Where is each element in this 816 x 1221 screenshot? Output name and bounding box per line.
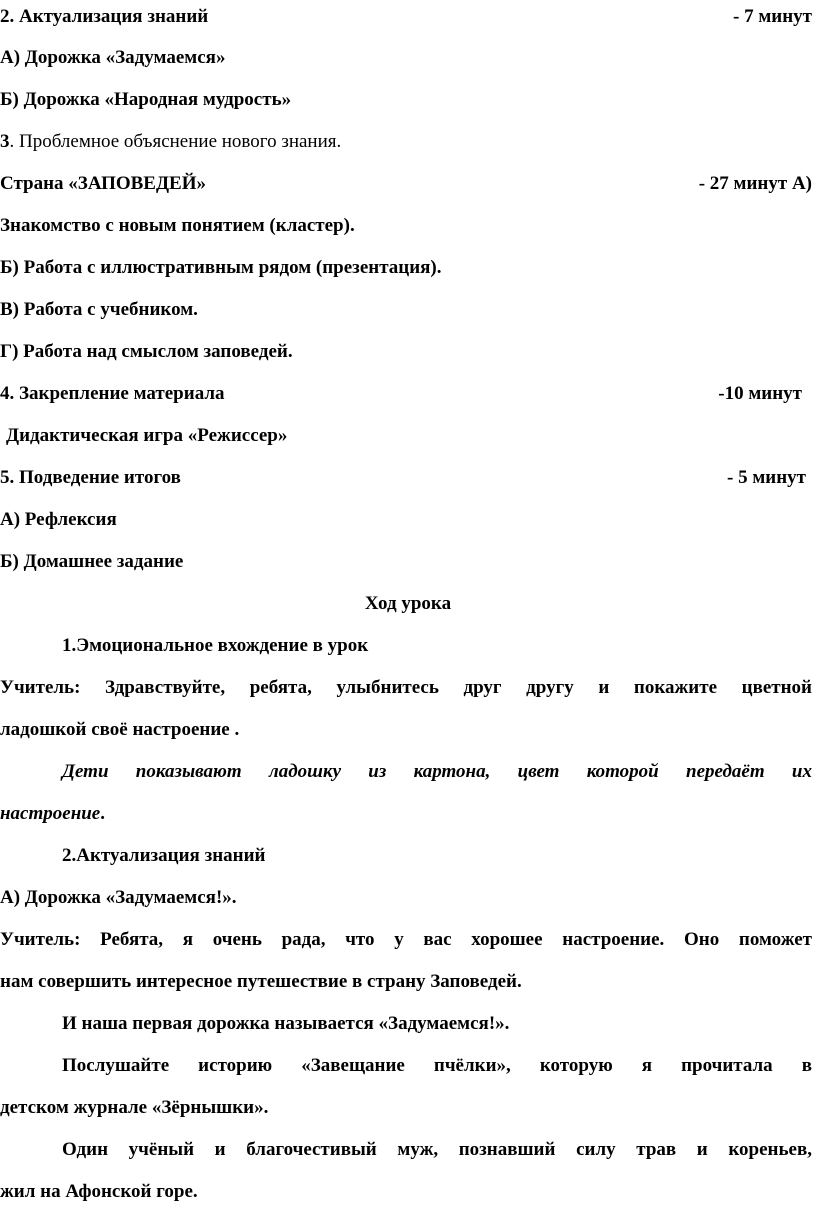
teacher2-label: Учитель: — [0, 929, 81, 950]
stage-1-heading: 1.Эмоциональное вхождение в урок — [62, 635, 369, 656]
lesson-title: Ход урока — [364, 593, 452, 614]
plan-item-2b: Б) Дорожка «Народная мудрость» — [0, 89, 292, 110]
story-line-2: жил на Афонской горе. — [0, 1181, 198, 1202]
plan-item-2a: А) Дорожка «Задумаемся» — [0, 47, 226, 68]
teacher2-line-2: нам совершить интересное путешествие в страну Заповедей. — [0, 971, 522, 992]
track-a-heading: А) Дорожка «Задумаемся!». — [0, 887, 237, 908]
plan-item-4-time: -10 минут — [718, 383, 802, 404]
plan-item-a: Знакомство с новым понятием (кластер). — [0, 215, 355, 236]
plan-item-b: Б) Работа с иллюстративным рядом (презентация). — [0, 257, 442, 278]
plan-country-time: - 27 минут А) — [698, 173, 812, 194]
plan-item-d: Г) Работа над смыслом заповедей. — [0, 341, 293, 362]
kids-action-line-2 — [0, 804, 105, 823]
plan-item-3-number: 3 — [0, 131, 10, 152]
plan-item-5: 5. Подведение итогов — [0, 467, 181, 488]
teacher-text-1: Здравствуйте, ребята, улыбнитесь друг другу и покажите цветной — [80, 677, 812, 698]
plan-item-4-game: Дидактическая игра «Режиссер» — [6, 425, 288, 446]
plan-item-3-text: . Проблемное объяснение нового знания. — [9, 131, 342, 152]
plan-item-5b: Б) Домашнее задание — [0, 551, 184, 572]
plan-item-c: В) Работа с учебником. — [0, 299, 198, 320]
listen-line-1: Послушайте историю «Завещание пчёлки», которую я прочитала в — [62, 1055, 812, 1076]
kids-action-text: настроение — [0, 803, 101, 824]
kids-action-period: . — [100, 803, 105, 824]
plan-item-3 — [0, 132, 341, 151]
plan-item-2: 2. Актуализация знаний — [0, 6, 209, 27]
stage-2-heading: 2.Актуализация знаний — [62, 845, 266, 866]
kids-action-line-1: Дети показывают ладошку из картона, цвет которой передаёт их — [62, 761, 812, 782]
plan-item-2-time: - 7 минут — [733, 6, 812, 27]
listen-line-2: детском журнале «Зёрнышки». — [0, 1097, 269, 1118]
teacher2-text-1: Ребята, я очень рада, что у вас хорошее настроение. Оно поможет — [80, 929, 812, 950]
first-track-line: И наша первая дорожка называется «Задумаемся!». — [62, 1013, 510, 1034]
story-line-1: Один учёный и благочестивый муж, познавший силу трав и кореньев, — [62, 1139, 812, 1160]
plan-item-5a: А) Рефлексия — [0, 509, 117, 530]
teacher-line-1 — [0, 678, 812, 697]
teacher2-line-1 — [0, 930, 812, 949]
teacher-line-2: ладошкой своё настроение . — [0, 719, 240, 740]
plan-item-5-time: - 5 минут — [727, 467, 806, 488]
teacher-label: Учитель: — [0, 677, 81, 698]
plan-country: Страна «ЗАПОВЕДЕЙ» — [0, 173, 207, 194]
plan-item-4: 4. Закрепление материала — [0, 383, 225, 404]
